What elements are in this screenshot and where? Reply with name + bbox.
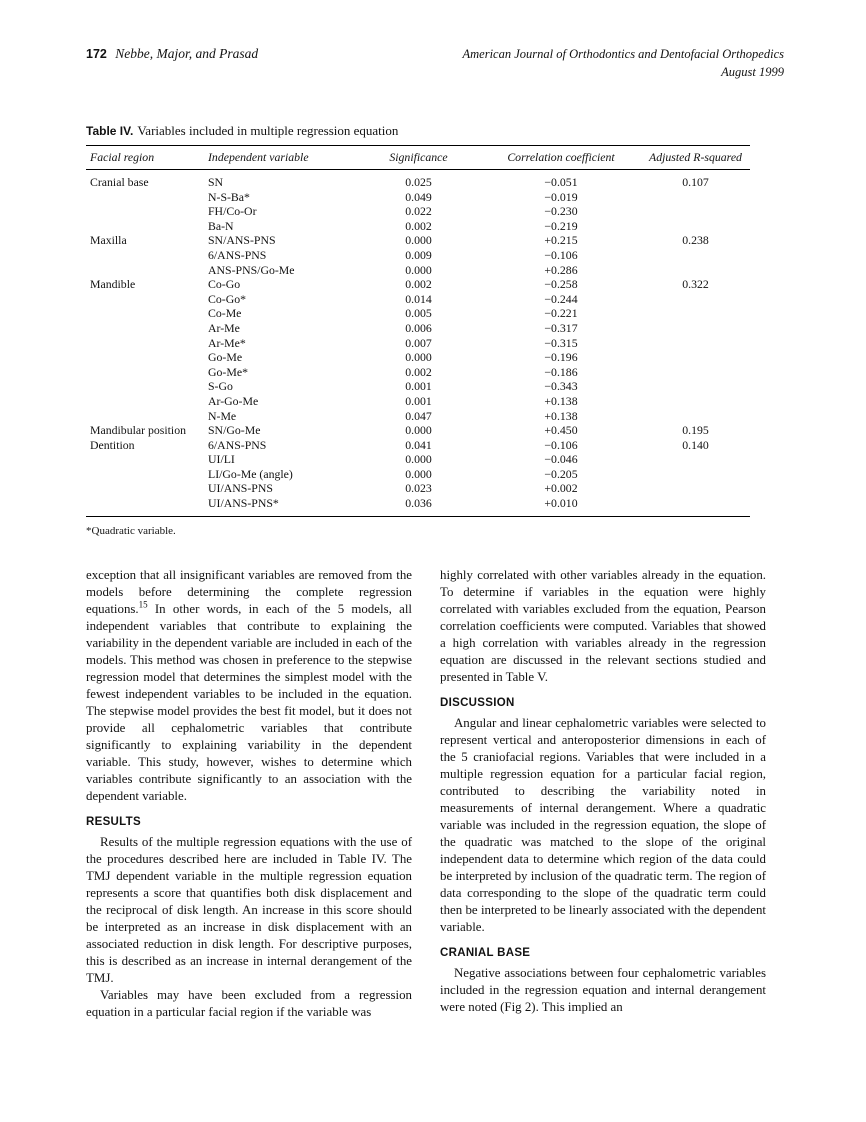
table-cell: Go-Me: [208, 350, 243, 365]
table-cell: Maxilla: [90, 233, 127, 248]
table-cell: 0.000: [405, 262, 432, 277]
table-cell: [86, 481, 206, 496]
table-cell: UI/ANS-PNS*: [208, 496, 279, 511]
table-cell: 0.002: [405, 277, 432, 292]
table-cell: −0.219: [544, 218, 578, 233]
body-paragraph: Variables may have been excluded from a regression equation in a particular facial region if the variable was: [86, 987, 412, 1019]
table-cell: Go-Me*: [208, 364, 248, 379]
table-cell: [641, 409, 750, 424]
table-row: [86, 467, 750, 482]
table-row: [86, 350, 750, 365]
table-cell: 6/ANS-PNS: [208, 247, 267, 262]
table-cell: [86, 365, 206, 380]
regression-table: [86, 145, 750, 517]
table-cell: ANS-PNS/Go-Me: [208, 262, 295, 277]
table-cell: [86, 409, 206, 424]
table-cell: 0.000: [405, 466, 432, 481]
table-cell: 0.014: [405, 291, 432, 306]
table-cell: UI/ANS-PNS: [208, 481, 273, 496]
table-cell: Dentition: [90, 437, 135, 452]
regression-table-body: [86, 170, 750, 517]
table-cell: [641, 190, 750, 205]
table-row: [86, 292, 750, 307]
table-cell: 0.006: [405, 320, 432, 335]
table-iv-block: [86, 123, 750, 537]
table-cell: 6/ANS-PNS: [208, 437, 267, 452]
reference-superscript: 15: [138, 599, 148, 610]
table-cell: SN/ANS-PNS: [208, 233, 276, 248]
table-cell: [641, 350, 750, 365]
journal-name: American Journal of Orthodontics and Dentofacial Orthopedics: [462, 47, 784, 61]
table-cell: 0.036: [405, 496, 432, 511]
table-cell: [641, 379, 750, 394]
table-row: [86, 219, 750, 234]
table-cell: 0.025: [405, 175, 432, 189]
table-cell: [641, 496, 750, 516]
table-cell: 0.001: [405, 379, 432, 394]
table-row: [86, 452, 750, 467]
table-cell: +0.138: [544, 408, 578, 423]
table-cell: −0.051: [544, 175, 578, 189]
table-cell: 0.049: [405, 189, 432, 204]
table-cell: [86, 496, 206, 516]
column-header: Correlation coefficient: [507, 150, 615, 164]
table-row: [86, 394, 750, 409]
table-cell: −0.230: [544, 204, 578, 219]
table-cell: −0.221: [544, 306, 578, 321]
table-cell: Ar-Go-Me: [208, 393, 259, 408]
table-cell: [641, 248, 750, 263]
table-cell: +0.002: [544, 481, 578, 496]
section-heading: RESULTS: [86, 815, 141, 828]
table-cell: 0.195: [682, 423, 709, 438]
table-cell: −0.106: [544, 247, 578, 262]
table-cell: [86, 263, 206, 278]
table-cell: [86, 379, 206, 394]
table-cell: [641, 306, 750, 321]
table-row: [86, 379, 750, 394]
table-cell: Cranial base: [90, 175, 149, 189]
table-cell: [641, 452, 750, 467]
table-cell: 0.041: [405, 437, 432, 452]
table-cell: −0.258: [544, 277, 578, 292]
table-cell: [86, 204, 206, 219]
table-cell: [86, 467, 206, 482]
table-row: [86, 306, 750, 321]
table-cell: [86, 394, 206, 409]
header-row: [86, 146, 750, 170]
table-cell: −0.205: [544, 466, 578, 481]
table-cell: [641, 467, 750, 482]
table-cell: N-Me: [208, 408, 237, 423]
page-number: 172: [86, 47, 107, 61]
table-cell: 0.009: [405, 247, 432, 262]
table-cell: −0.019: [544, 189, 578, 204]
table-cell: −0.315: [544, 335, 578, 350]
table-cell: [86, 292, 206, 307]
table-footnote: *Quadratic variable.: [86, 524, 176, 537]
left-column: [86, 567, 412, 1021]
table-cell: 0.000: [405, 350, 432, 365]
table-cell: [641, 292, 750, 307]
table-cell: [641, 204, 750, 219]
table-cell: −0.186: [544, 364, 578, 379]
table-cell: [641, 394, 750, 409]
table-cell: 0.002: [405, 364, 432, 379]
table-cell: SN: [208, 175, 224, 189]
body-paragraph: Negative associations between four cephalometric variables included in the regression equation and internal derangement were noted (Fig 2). This implied an: [440, 965, 766, 1014]
table-cell: 0.238: [682, 233, 709, 248]
table-cell: −0.244: [544, 291, 578, 306]
table-cell: Ar-Me*: [208, 335, 246, 350]
table-row: [86, 321, 750, 336]
table-cell: Ar-Me: [208, 320, 240, 335]
table-cell: Co-Me: [208, 306, 242, 321]
table-cell: [86, 452, 206, 467]
table-cell: −0.106: [544, 437, 578, 452]
body-paragraph: Results of the multiple regression equations with the use of the procedures described here are included in Table IV. The TMJ dependent variable in the multiple regression equation represents a score that quantifies both disk displacement and the reciprocal of disk length. An increase in this score should be interpreted as an increase in disk displacement with an associated reduction in disk length. For descriptive purposes, this is described as an increase in internal derangement of the TMJ.: [86, 834, 412, 985]
table-cell: 0.140: [682, 437, 709, 452]
right-column: [440, 567, 766, 1021]
table-cell: [86, 350, 206, 365]
table-cell: 0.002: [405, 218, 432, 233]
table-cell: [86, 306, 206, 321]
table-cell: 0.000: [405, 233, 432, 248]
column-header: Adjusted R-squared: [649, 150, 742, 164]
column-header: Independent variable: [208, 150, 309, 164]
table-row: [86, 365, 750, 380]
journal-issue: August 1999: [721, 64, 784, 79]
table-cell: SN/Go-Me: [208, 423, 261, 438]
article-body: [86, 567, 784, 1021]
table-cell: [86, 190, 206, 205]
table-cell: +0.010: [544, 496, 578, 511]
column-header: Significance: [389, 150, 448, 164]
table-title: Variables included in multiple regression equation: [137, 123, 399, 138]
body-paragraph: Angular and linear cephalometric variables were selected to represent vertical and anteroposterior dimensions in each of the 5 craniofacial regions. Variables that were included in a multiple regression equation for a particular facial region, contributed to describing the variability noted in measurements of internal derangement. Where a quadratic variable was included in the regression equation, the slope of the quadratic was matched to the slope of the original independent data to determine which region of the data could be interpreted by inclusion of the quadratic term. The region of data corresponding to the slope of the quadratic term could then be interpreted to be linearly associated with the dependent variable.: [440, 715, 766, 934]
table-cell: 0.000: [405, 452, 432, 467]
table-cell: 0.023: [405, 481, 432, 496]
body-paragraph: exception that all insignificant variables are removed from the models before determining the complete regression equations.$^{15}$ In other words, in each of the 5 models, all independent variables that contribute to explaining the variability in the dependent variable are included in each of the models. This method was chosen in preference to the stepwise regression model that determines the simplest model with the fewest independent variables to be included in the equation. The stepwise model provides the best fit model, but it does not provide all cephalometric variables that contribute significantly to explaining variability in the dependent variable. This study, however, wishes to determine which variables contribute significantly to an association with the dependent variable.: [86, 567, 412, 803]
table-row: [86, 170, 750, 190]
table-cell: [641, 336, 750, 351]
table-cell: 0.001: [405, 393, 432, 408]
table-cell: +0.286: [544, 262, 578, 277]
running-head: [86, 46, 784, 81]
table-cell: FH/Co-Or: [208, 204, 257, 219]
table-row: [86, 438, 750, 453]
table-cell: [86, 336, 206, 351]
table-cell: [86, 219, 206, 234]
table-cell: −0.196: [544, 350, 578, 365]
table-cell: N-S-Ba*: [208, 189, 250, 204]
table-label: Table IV.: [86, 124, 134, 138]
table-cell: [641, 263, 750, 278]
table-row: [86, 481, 750, 496]
table-cell: Mandible: [90, 277, 136, 292]
table-row: [86, 263, 750, 278]
table-cell: LI/Go-Me (angle): [208, 466, 293, 481]
journal-citation: [463, 46, 785, 81]
regression-table-head: [86, 146, 750, 170]
running-head-left: [86, 46, 258, 62]
table-cell: −0.343: [544, 379, 578, 394]
table-cell: 0.000: [405, 423, 432, 438]
body-paragraph: highly correlated with other variables already in the equation. To determine if variables in the equation were highly correlated with variables excluded from the equation, Pearson correlation coefficients were computed. Variables that showed a high correlation with variables already in the regression equation are discussed in the relevant sections studied and presented in Table V.: [440, 567, 766, 684]
table-cell: +0.138: [544, 393, 578, 408]
table-cell: 0.005: [405, 306, 432, 321]
table-cell: [641, 365, 750, 380]
table-row: [86, 190, 750, 205]
table-cell: UI/LI: [208, 452, 235, 467]
section-heading: CRANIAL BASE: [440, 946, 531, 959]
table-cell: −0.317: [544, 320, 578, 335]
table-cell: 0.022: [405, 204, 432, 219]
table-row: [86, 409, 750, 424]
table-cell: Co-Go: [208, 277, 241, 292]
table-row: [86, 423, 750, 438]
table-cell: S-Go: [208, 379, 233, 394]
table-row: [86, 336, 750, 351]
table-cell: −0.046: [544, 452, 578, 467]
table-caption: [86, 123, 750, 139]
table-cell: 0.107: [682, 175, 709, 189]
section-heading: DISCUSSION: [440, 696, 515, 709]
table-cell: 0.322: [682, 277, 709, 292]
table-cell: [641, 481, 750, 496]
table-row: [86, 233, 750, 248]
table-cell: [86, 248, 206, 263]
table-row: [86, 204, 750, 219]
table-row: [86, 496, 750, 516]
table-row: [86, 277, 750, 292]
column-header: Facial region: [90, 150, 155, 164]
table-cell: 0.007: [405, 335, 432, 350]
table-cell: +0.450: [544, 423, 578, 438]
table-cell: Ba-N: [208, 218, 234, 233]
table-cell: Co-Go*: [208, 291, 247, 306]
table-cell: [86, 321, 206, 336]
table-cell: 0.047: [405, 408, 432, 423]
table-cell: [641, 219, 750, 234]
running-authors: Nebbe, Major, and Prasad: [115, 46, 259, 61]
table-cell: [641, 321, 750, 336]
table-row: [86, 248, 750, 263]
table-cell: Mandibular position: [90, 423, 187, 438]
table-cell: +0.215: [544, 233, 578, 248]
